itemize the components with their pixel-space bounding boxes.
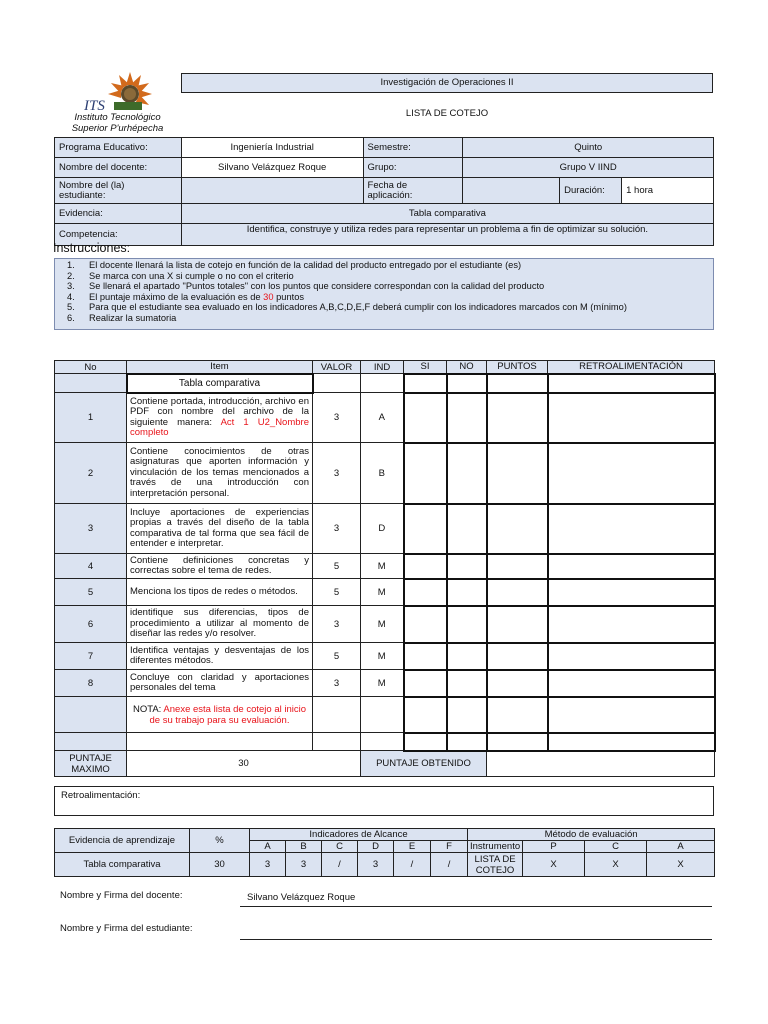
row-item: Incluye aportaciones de experiencias propias a través del diseño de la tabla comparativa de tal forma que sea fácil de entender e interpretar. xyxy=(127,504,313,554)
firma-docente-value: Silvano Velázquez Roque xyxy=(247,892,356,903)
row-puntos[interactable] xyxy=(487,443,548,504)
row-no: 6 xyxy=(55,606,127,643)
row-si[interactable] xyxy=(404,393,447,443)
row-no-check[interactable] xyxy=(447,670,487,697)
letter-e: E xyxy=(394,841,431,853)
estudiante-label: Nombre del (la) estudiante: xyxy=(55,178,182,204)
row-no: 5 xyxy=(55,579,127,606)
info-table xyxy=(54,137,714,246)
instruction-item: 5. Para que el estudiante sea evaluado en los indicadores A,B,C,D,E,F deberá cumplir con los indicadores marcados con M (mínimo) xyxy=(67,302,627,312)
puntaje-obtenido-label: PUNTAJE OBTENIDO xyxy=(361,751,487,777)
row-retro[interactable] xyxy=(548,443,715,504)
instruction-item: 3. Se llenará el apartado "Puntos totales" con los puntos que considere correspondan con la calidad del producto xyxy=(67,281,545,291)
row-item: identifique sus diferencias, tipos de procedimiento a utilizar al momento de diseñar las redes y/o resolver. xyxy=(127,606,313,643)
header-valor: VALOR xyxy=(313,361,361,374)
retroalimentacion-box[interactable] xyxy=(54,786,714,816)
grupo-value: Grupo V IIND xyxy=(463,158,714,178)
row-retro[interactable] xyxy=(548,504,715,554)
row-valor: 3 xyxy=(313,504,361,554)
row-si[interactable] xyxy=(404,504,447,554)
row-no-check[interactable] xyxy=(447,643,487,670)
table-row xyxy=(55,393,715,443)
instruction-item: 6. Realizar la sumatoria xyxy=(67,312,177,323)
row-puntos[interactable] xyxy=(487,643,548,670)
row-no-check[interactable] xyxy=(447,393,487,443)
row-valor: 5 xyxy=(313,643,361,670)
header-no: No xyxy=(55,361,127,374)
row-ind: M xyxy=(361,606,404,643)
row-no: 7 xyxy=(55,643,127,670)
instructions-heading: Instrucciones: xyxy=(53,241,131,255)
firma-docente-line[interactable] xyxy=(240,906,712,907)
retroalimentacion-label: Retroalimentación: xyxy=(61,790,141,801)
programa-value: Ingeniería Industrial xyxy=(181,138,363,158)
row-no-check[interactable] xyxy=(447,579,487,606)
row-retro[interactable] xyxy=(548,606,715,643)
table-row xyxy=(55,579,715,606)
nota: NOTA: Anexe esta lista de cotejo al inicio de su trabajo para su evaluación. xyxy=(127,697,313,733)
competencia-value: Identifica, construye y utiliza redes para representar un problema a fin de optimizar su solución. xyxy=(181,224,713,246)
instruction-item: 4. El puntaje máximo de la evaluación es de 30 puntos xyxy=(67,291,305,302)
row-no-check[interactable] xyxy=(447,504,487,554)
header-item: Item xyxy=(127,361,313,374)
row-puntos[interactable] xyxy=(487,393,548,443)
row-retro[interactable] xyxy=(548,579,715,606)
value-d: 3 xyxy=(358,853,394,877)
firma-estudiante-line[interactable] xyxy=(240,939,712,940)
value-e: / xyxy=(394,853,431,877)
table-row xyxy=(55,554,715,579)
evidencia-header: Evidencia de aprendizaje xyxy=(55,829,190,853)
checklist-table xyxy=(54,360,716,777)
row-no: 4 xyxy=(55,554,127,579)
metodo-header: Método de evaluación xyxy=(468,829,715,841)
header-retro: RETROALIMENTACIÓN xyxy=(548,361,715,374)
letter-a: A xyxy=(250,841,286,853)
letter-b: B xyxy=(286,841,322,853)
header-no-col: NO xyxy=(447,361,487,374)
instrumento-value: LISTA DE COTEJO xyxy=(468,853,523,877)
row-item: Concluye con claridad y aportaciones personales del tema xyxy=(127,670,313,697)
row-si[interactable] xyxy=(404,554,447,579)
row-si[interactable] xyxy=(404,670,447,697)
duracion-label: Duración: xyxy=(560,178,622,204)
pct-header: % xyxy=(190,829,250,853)
pct-value: 30 xyxy=(190,853,250,877)
row-no-check[interactable] xyxy=(447,443,487,504)
row-si[interactable] xyxy=(404,606,447,643)
row-ind: M xyxy=(361,643,404,670)
mark-p: X xyxy=(523,853,585,877)
estudiante-value[interactable] xyxy=(181,178,363,204)
row-item: Contiene definiciones concretas y correctas sobre el tema de redes. xyxy=(127,554,313,579)
fecha-value[interactable] xyxy=(463,178,560,204)
a-header: A xyxy=(647,841,715,853)
row-item: Contiene portada, introducción, archivo en PDF con nombre del archivo de la siguiente manera: Act 1 U2_Nombre completo xyxy=(127,393,313,443)
header-si: SI xyxy=(404,361,447,374)
row-no-check[interactable] xyxy=(447,554,487,579)
row-valor: 5 xyxy=(313,554,361,579)
puntaje-obtenido-value[interactable] xyxy=(487,751,715,777)
table-row xyxy=(55,504,715,554)
semestre-label: Semestre: xyxy=(363,138,463,158)
row-ind: M xyxy=(361,554,404,579)
document-type: LISTA DE COTEJO xyxy=(405,108,489,119)
value-a: 3 xyxy=(250,853,286,877)
instrumento-header: Instrumento xyxy=(468,841,523,853)
instructions-box xyxy=(54,258,714,330)
evidencia-label: Evidencia: xyxy=(55,204,182,224)
row-puntos[interactable] xyxy=(487,504,548,554)
table-row xyxy=(55,443,715,504)
row-no: 8 xyxy=(55,670,127,697)
row-si[interactable] xyxy=(404,579,447,606)
evidencia-value: Tabla comparativa xyxy=(181,204,713,224)
row-ind: M xyxy=(361,670,404,697)
duracion-value: 1 hora xyxy=(622,178,714,204)
c-header: C xyxy=(585,841,647,853)
row-item: Identifica ventajas y desventajas de los diferentes métodos. xyxy=(127,643,313,670)
p-header: P xyxy=(523,841,585,853)
row-ind: A xyxy=(361,393,404,443)
row-valor: 3 xyxy=(313,443,361,504)
header-puntos: PUNTOS xyxy=(487,361,548,374)
firma-docente-label: Nombre y Firma del docente: xyxy=(60,890,183,901)
evidencia-value: Tabla comparativa xyxy=(55,853,190,877)
row-retro[interactable] xyxy=(548,393,715,443)
table-row xyxy=(55,643,715,670)
row-retro[interactable] xyxy=(548,554,715,579)
row-si[interactable] xyxy=(404,643,447,670)
row-valor: 3 xyxy=(313,393,361,443)
competencia-label: Competencia: xyxy=(55,224,182,246)
table-section-title: Tabla comparativa xyxy=(127,374,313,393)
puntaje-maximo-value: 30 xyxy=(127,751,361,777)
grupo-label: Grupo: xyxy=(363,158,463,178)
docente-label: Nombre del docente: xyxy=(55,158,182,178)
row-retro[interactable] xyxy=(548,670,715,697)
indicadores-header: Indicadores de Alcance xyxy=(250,829,468,841)
row-puntos[interactable] xyxy=(487,554,548,579)
evaluation-table xyxy=(54,828,715,877)
fecha-label: Fecha de aplicación: xyxy=(363,178,463,204)
letter-c: C xyxy=(322,841,358,853)
row-si[interactable] xyxy=(404,443,447,504)
mark-c: X xyxy=(585,853,647,877)
row-item: Menciona los tipos de redes o métodos. xyxy=(127,579,313,606)
institution-name: Instituto Tecnológico Superior P'urhépecha xyxy=(71,112,164,134)
row-puntos[interactable] xyxy=(487,606,548,643)
row-ind: M xyxy=(361,579,404,606)
letter-d: D xyxy=(358,841,394,853)
row-valor: 3 xyxy=(313,670,361,697)
value-b: 3 xyxy=(286,853,322,877)
row-valor: 3 xyxy=(313,606,361,643)
row-item: Contiene conocimientos de otras asignaturas que aporten información y vinculación de los temas mencionados a través de una introducción con interpretación personal. xyxy=(127,443,313,504)
row-puntos[interactable] xyxy=(487,579,548,606)
letter-f: F xyxy=(431,841,468,853)
firma-estudiante-label: Nombre y Firma del estudiante: xyxy=(60,923,193,934)
row-no-check[interactable] xyxy=(447,606,487,643)
semestre-value: Quinto xyxy=(463,138,714,158)
value-f: / xyxy=(431,853,468,877)
row-no: 2 xyxy=(55,443,127,504)
value-c: / xyxy=(322,853,358,877)
row-ind: B xyxy=(361,443,404,504)
instruction-item: 1. El docente llenará la lista de cotejo en función de la calidad del producto entregado por el estudiante (es) xyxy=(67,260,522,270)
puntaje-maximo-label: PUNTAJE MAXIMO xyxy=(55,751,127,777)
course-title: Investigación de Operaciones II xyxy=(181,73,713,93)
row-valor: 5 xyxy=(313,579,361,606)
row-ind: D xyxy=(361,504,404,554)
row-retro[interactable] xyxy=(548,643,715,670)
header-ind: IND xyxy=(361,361,404,374)
row-puntos[interactable] xyxy=(487,670,548,697)
row-no: 1 xyxy=(55,393,127,443)
mark-a: X xyxy=(647,853,715,877)
docente-value: Silvano Velázquez Roque xyxy=(181,158,363,178)
instruction-item: 2. Se marca con una X si cumple o no con el criterio xyxy=(67,270,294,281)
logo-text: ITS xyxy=(84,98,105,114)
row-no: 3 xyxy=(55,504,127,554)
table-row xyxy=(55,670,715,697)
table-row xyxy=(55,606,715,643)
programa-label: Programa Educativo: xyxy=(55,138,182,158)
